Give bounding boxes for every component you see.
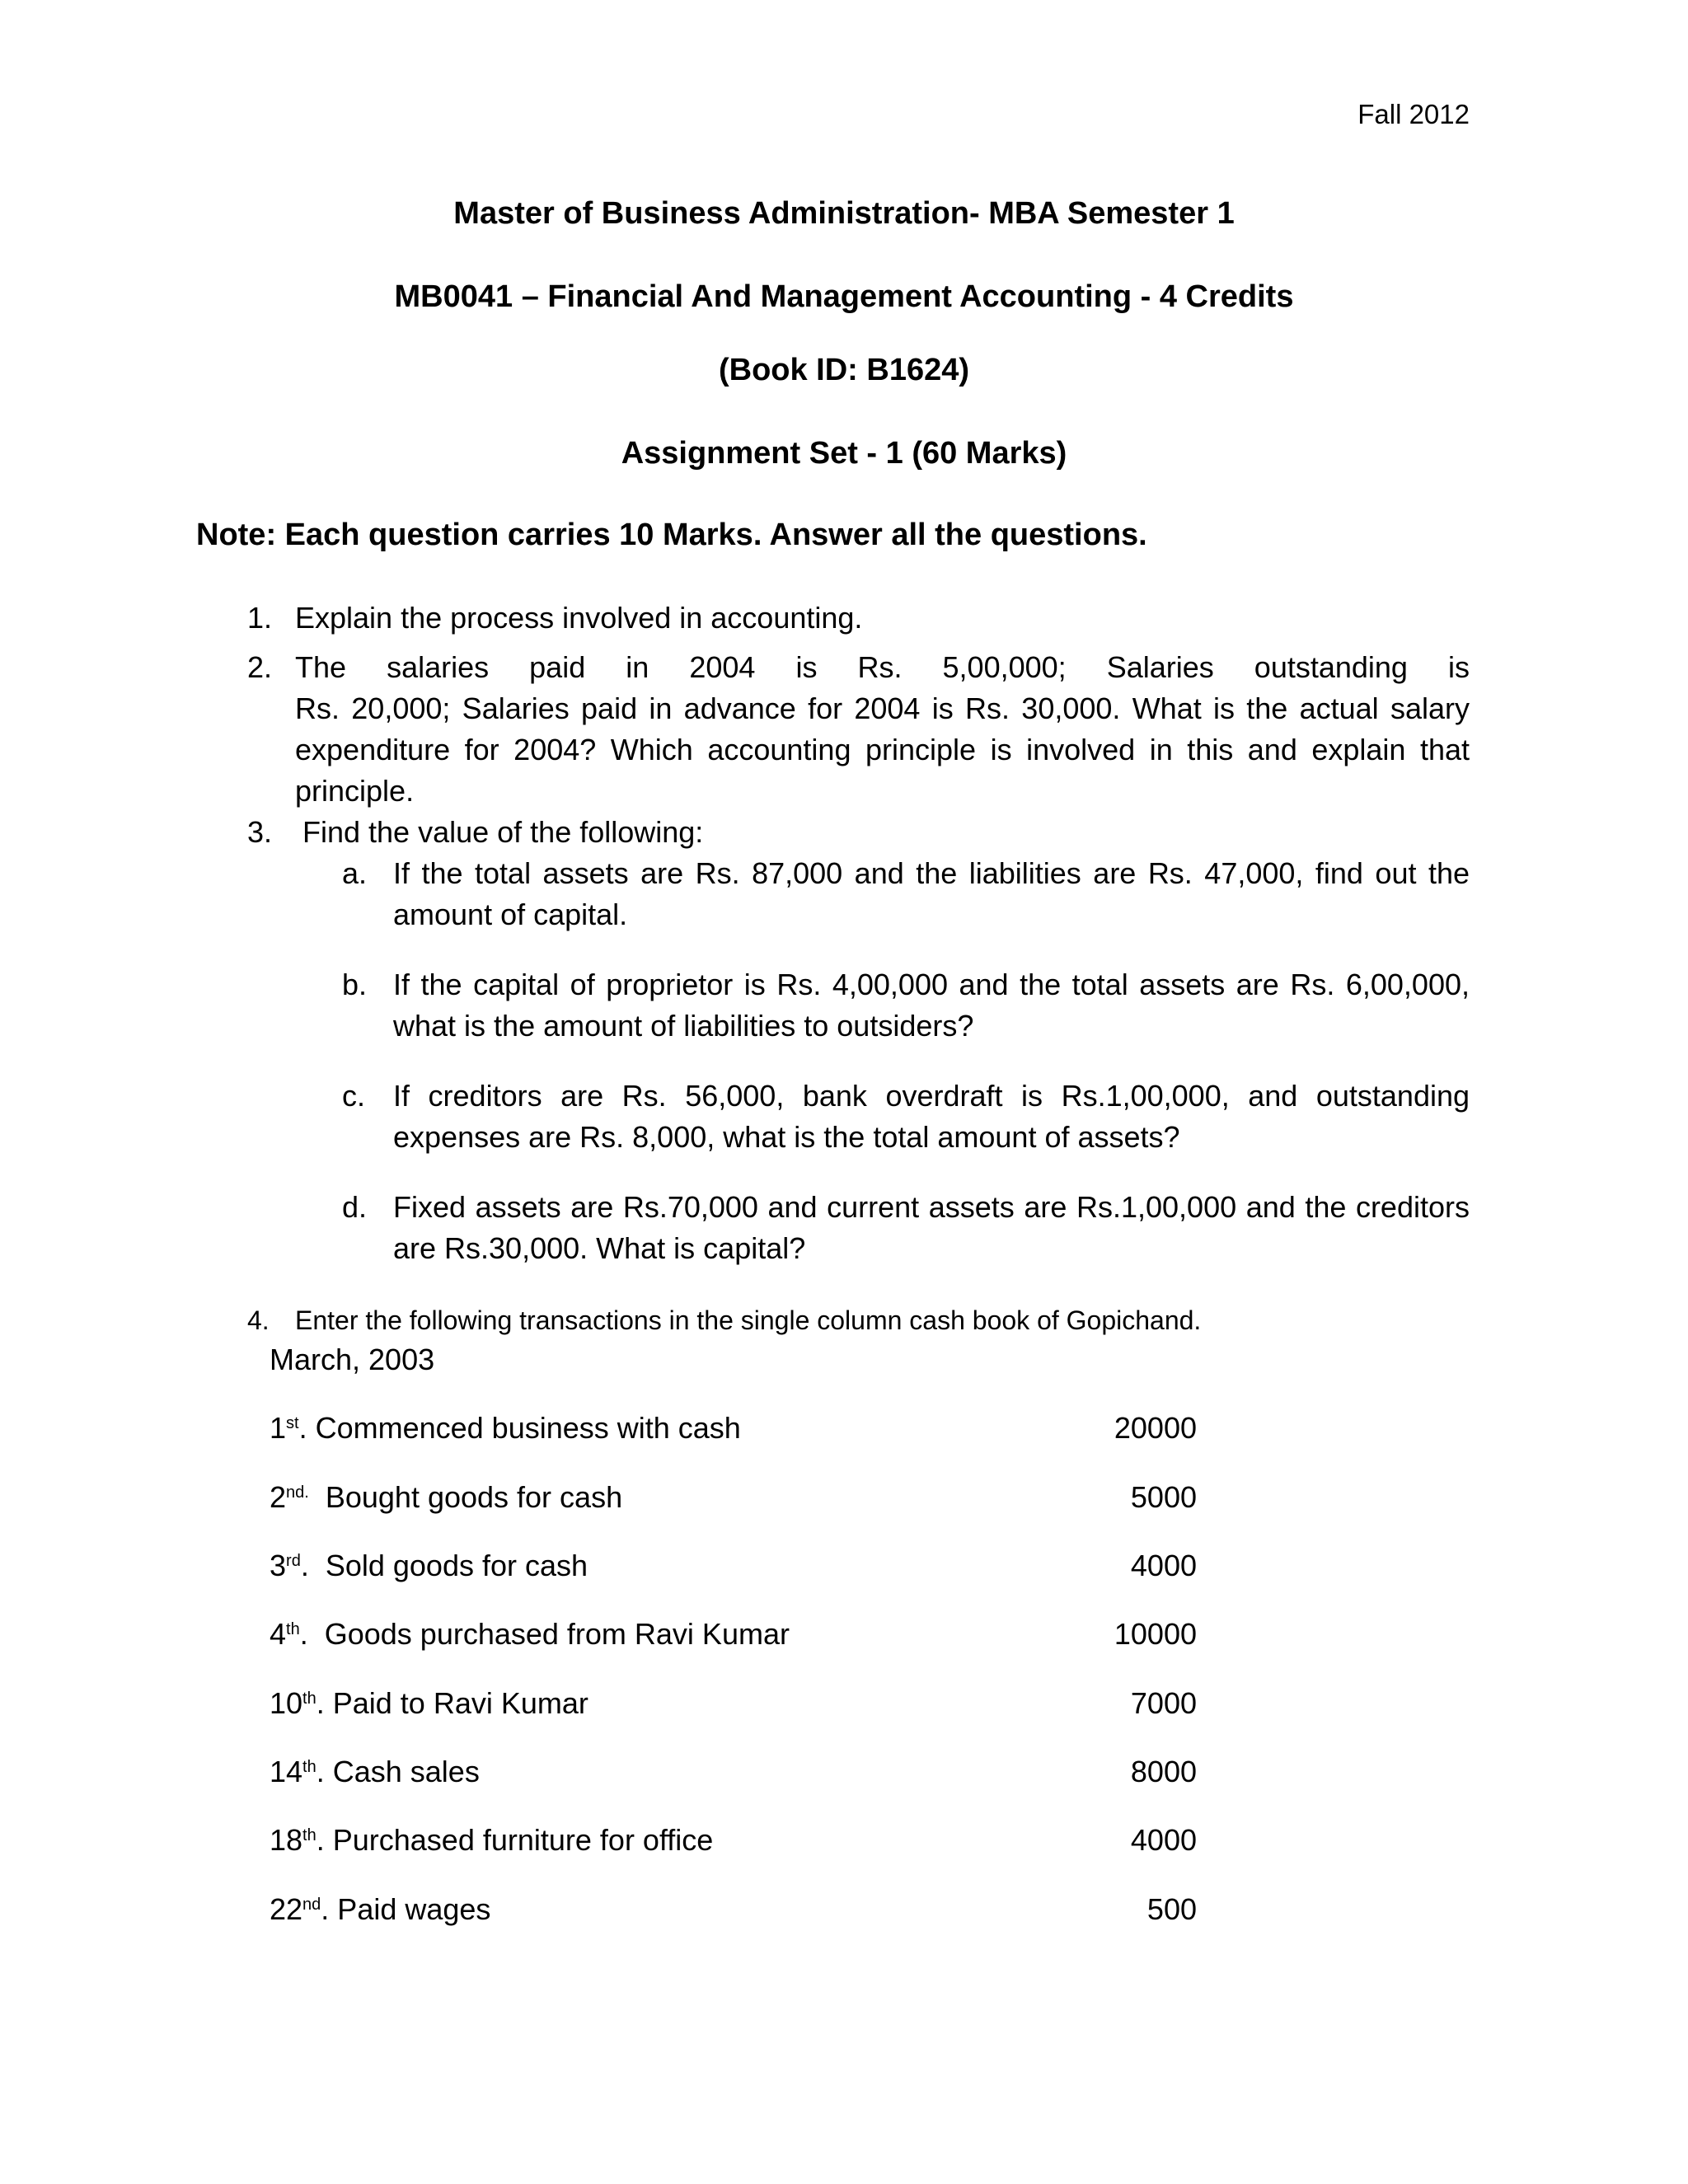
course-title: MB0041 – Financial And Management Accounting - 4 Credits bbox=[394, 279, 1294, 314]
question-3-text: Find the value of the following: bbox=[302, 815, 704, 849]
sub-question-d-text: Fixed assets are Rs.70,000 and current assets are Rs.1,00,000 and the creditors are Rs.30,000. What is capital? bbox=[393, 1190, 1470, 1265]
question-4-text: Enter the following transactions in the single column cash book of Gopichand. bbox=[295, 1305, 1202, 1335]
transaction-row-label: 18th. Purchased furniture for office bbox=[270, 1823, 714, 1857]
transaction-row-label: 22nd. Paid wages bbox=[270, 1892, 491, 1926]
question-2-line-1: The salaries paid in 2004 is Rs. 5,00,000; Salaries outstanding is bbox=[295, 650, 1470, 684]
question-2-text: Rs. 20,000; Salaries paid in advance for 2004 is Rs. 30,000. What is the actual salary expenditure for 2004? Which accounting principle is involved in this and explain that principle. bbox=[295, 691, 1470, 808]
transaction-amount: 500 bbox=[1146, 1892, 1197, 1926]
transaction-row-label: 14th. Cash sales bbox=[270, 1755, 480, 1788]
transaction-amount: 20000 bbox=[1114, 1411, 1197, 1445]
sub-question-letter: c. bbox=[342, 1079, 366, 1113]
instructions-note: Note: Each question carries 10 Marks. Answer all the questions. bbox=[196, 518, 1147, 552]
sub-question-b-text: If the capital of proprietor is Rs. 4,00,000 and the total assets are Rs. 6,00,000, what is the amount of liabilities to outsiders? bbox=[393, 968, 1470, 1043]
question-number: 3. bbox=[247, 815, 273, 849]
transaction-row-label: 3rd. Sold goods for cash bbox=[270, 1549, 588, 1582]
program-title: Master of Business Administration- MBA Semester 1 bbox=[453, 196, 1235, 231]
transaction-amount: 8000 bbox=[1130, 1755, 1197, 1788]
transaction-amount: 5000 bbox=[1130, 1480, 1197, 1514]
sub-question-letter: a. bbox=[342, 856, 368, 890]
sub-question-a-text: If the total assets are Rs. 87,000 and the liabilities are Rs. 47,000, find out the amount of capital. bbox=[393, 856, 1470, 931]
sub-question-letter: d. bbox=[342, 1190, 368, 1224]
assignment-title: Assignment Set - 1 (60 Marks) bbox=[621, 436, 1067, 471]
question-1-text: Explain the process involved in accounting. bbox=[295, 601, 863, 635]
question-number: 2. bbox=[247, 650, 273, 684]
transaction-row-label: 1st. Commenced business with cash bbox=[270, 1411, 741, 1445]
transaction-row-label: 4th. Goods purchased from Ravi Kumar bbox=[270, 1617, 790, 1651]
transaction-row-label: 10th. Paid to Ravi Kumar bbox=[270, 1686, 588, 1720]
transaction-amount: 10000 bbox=[1114, 1617, 1197, 1651]
question-number: 4. bbox=[247, 1305, 270, 1335]
transaction-row-label: $2^{nd.}$ Bought goods for cash bbox=[270, 1480, 623, 1514]
book-id: (Book ID: B1624) bbox=[718, 353, 970, 387]
transaction-amount: 7000 bbox=[1130, 1686, 1197, 1720]
sub-question-letter: b. bbox=[342, 968, 368, 1001]
term-label: Fall 2012 bbox=[1357, 99, 1470, 129]
sub-question-c-text: If creditors are Rs. 56,000, bank overdraft is Rs.1,00,000, and outstanding expenses are Rs. 8,000, what is the total amount of assets? bbox=[393, 1079, 1470, 1154]
cash-book-month: March, 2003 bbox=[270, 1343, 435, 1376]
transaction-amount: 4000 bbox=[1130, 1823, 1197, 1857]
transaction-amount: 4000 bbox=[1130, 1549, 1197, 1582]
question-number: 1. bbox=[247, 601, 273, 635]
